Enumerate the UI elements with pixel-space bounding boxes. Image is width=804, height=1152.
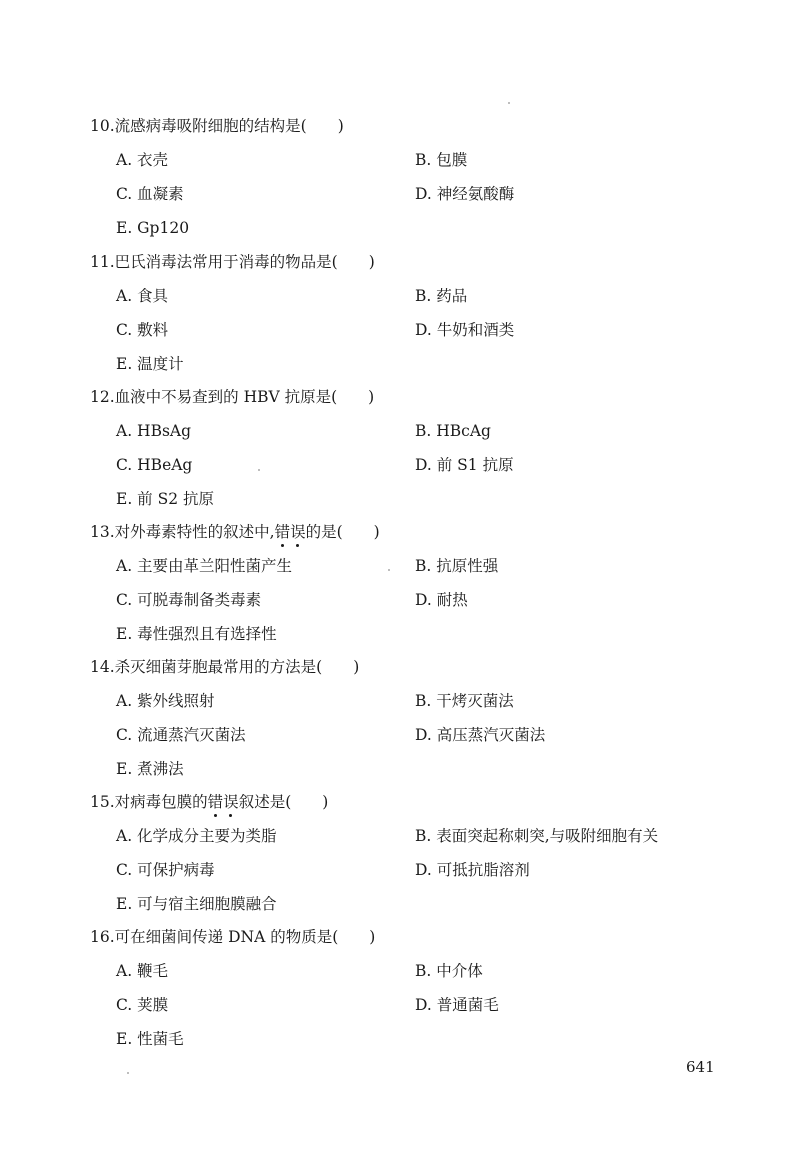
- option-c: C. 荚膜: [116, 996, 169, 1014]
- option-e: E. 煮沸法: [116, 760, 184, 778]
- stem-text: 15.对病毒包膜的: [90, 793, 208, 811]
- option-d: D. 耐热: [415, 591, 468, 609]
- question-stem: [90, 792, 328, 812]
- scan-speck: [127, 1072, 129, 1074]
- question-stem: 14.杀灭细菌芽胞最常用的方法是( ): [90, 658, 360, 676]
- option-d: D. 普通菌毛: [415, 996, 499, 1014]
- stem-text: 13.对外毒素特性的叙述中,: [90, 523, 275, 541]
- stem-text: 的是( ): [305, 523, 380, 541]
- option-e: E. 前 S2 抗原: [116, 490, 215, 508]
- option-c: C. 敷料: [116, 321, 169, 339]
- question-stem: 10.流感病毒吸附细胞的结构是( ): [90, 117, 344, 135]
- emphasis-char: 错: [207, 793, 224, 811]
- question-stem: 12.血液中不易查到的 HBV 抗原是( ): [90, 388, 375, 406]
- question-stem: 16.可在细菌间传递 DNA 的物质是( ): [90, 928, 376, 946]
- option-e: E. 毒性强烈且有选择性: [116, 625, 277, 643]
- option-d: D. 可抵抗脂溶剂: [415, 861, 530, 879]
- option-a: A. 衣壳: [116, 151, 169, 169]
- question-stem: 11.巴氏消毒法常用于消毒的物品是( ): [90, 253, 375, 271]
- option-a: A. 紫外线照射: [116, 692, 215, 710]
- emphasis-char: 错: [274, 523, 291, 541]
- option-a: A. 鞭毛: [116, 962, 169, 980]
- option-e: E. Gp120: [116, 219, 190, 237]
- question-stem: [90, 522, 380, 542]
- option-e: E. 可与宿主细胞膜融合: [116, 895, 277, 913]
- page-number: 641: [686, 1058, 715, 1076]
- option-a: A. 化学成分主要为类脂: [116, 827, 277, 845]
- option-b: B. 药品: [415, 287, 468, 305]
- option-e: E. 温度计: [116, 355, 184, 373]
- option-e: E. 性菌毛: [116, 1030, 184, 1048]
- emphasis-char: 误: [290, 523, 306, 541]
- option-d: D. 神经氨酸酶: [415, 185, 515, 203]
- option-b: B. 中介体: [415, 962, 483, 980]
- option-b: B. 干烤灭菌法: [415, 692, 514, 710]
- scan-speck: [388, 569, 390, 571]
- scan-speck: [258, 469, 260, 471]
- option-b: B. 抗原性强: [415, 557, 499, 575]
- option-a: A. HBsAg: [116, 422, 192, 440]
- option-c: C. 流通蒸汽灭菌法: [116, 726, 246, 744]
- scan-speck: [508, 102, 510, 104]
- option-d: D. 牛奶和酒类: [415, 321, 515, 339]
- stem-text: 叙述是( ): [238, 793, 329, 811]
- option-a: A. 主要由革兰阳性菌产生: [116, 557, 293, 575]
- option-b: B. 表面突起称刺突,与吸附细胞有关: [415, 827, 659, 845]
- option-d: D. 前 S1 抗原: [415, 456, 514, 474]
- option-c: C. 可脱毒制备类毒素: [116, 591, 262, 609]
- option-d: D. 高压蒸汽灭菌法: [415, 726, 546, 744]
- emphasis-char: 误: [223, 793, 239, 811]
- option-b: B. HBcAg: [415, 422, 491, 440]
- option-c: C. HBeAg: [116, 456, 193, 474]
- option-b: B. 包膜: [415, 151, 468, 169]
- option-c: C. 可保护病毒: [116, 861, 215, 879]
- option-a: A. 食具: [116, 287, 169, 305]
- option-c: C. 血凝素: [116, 185, 184, 203]
